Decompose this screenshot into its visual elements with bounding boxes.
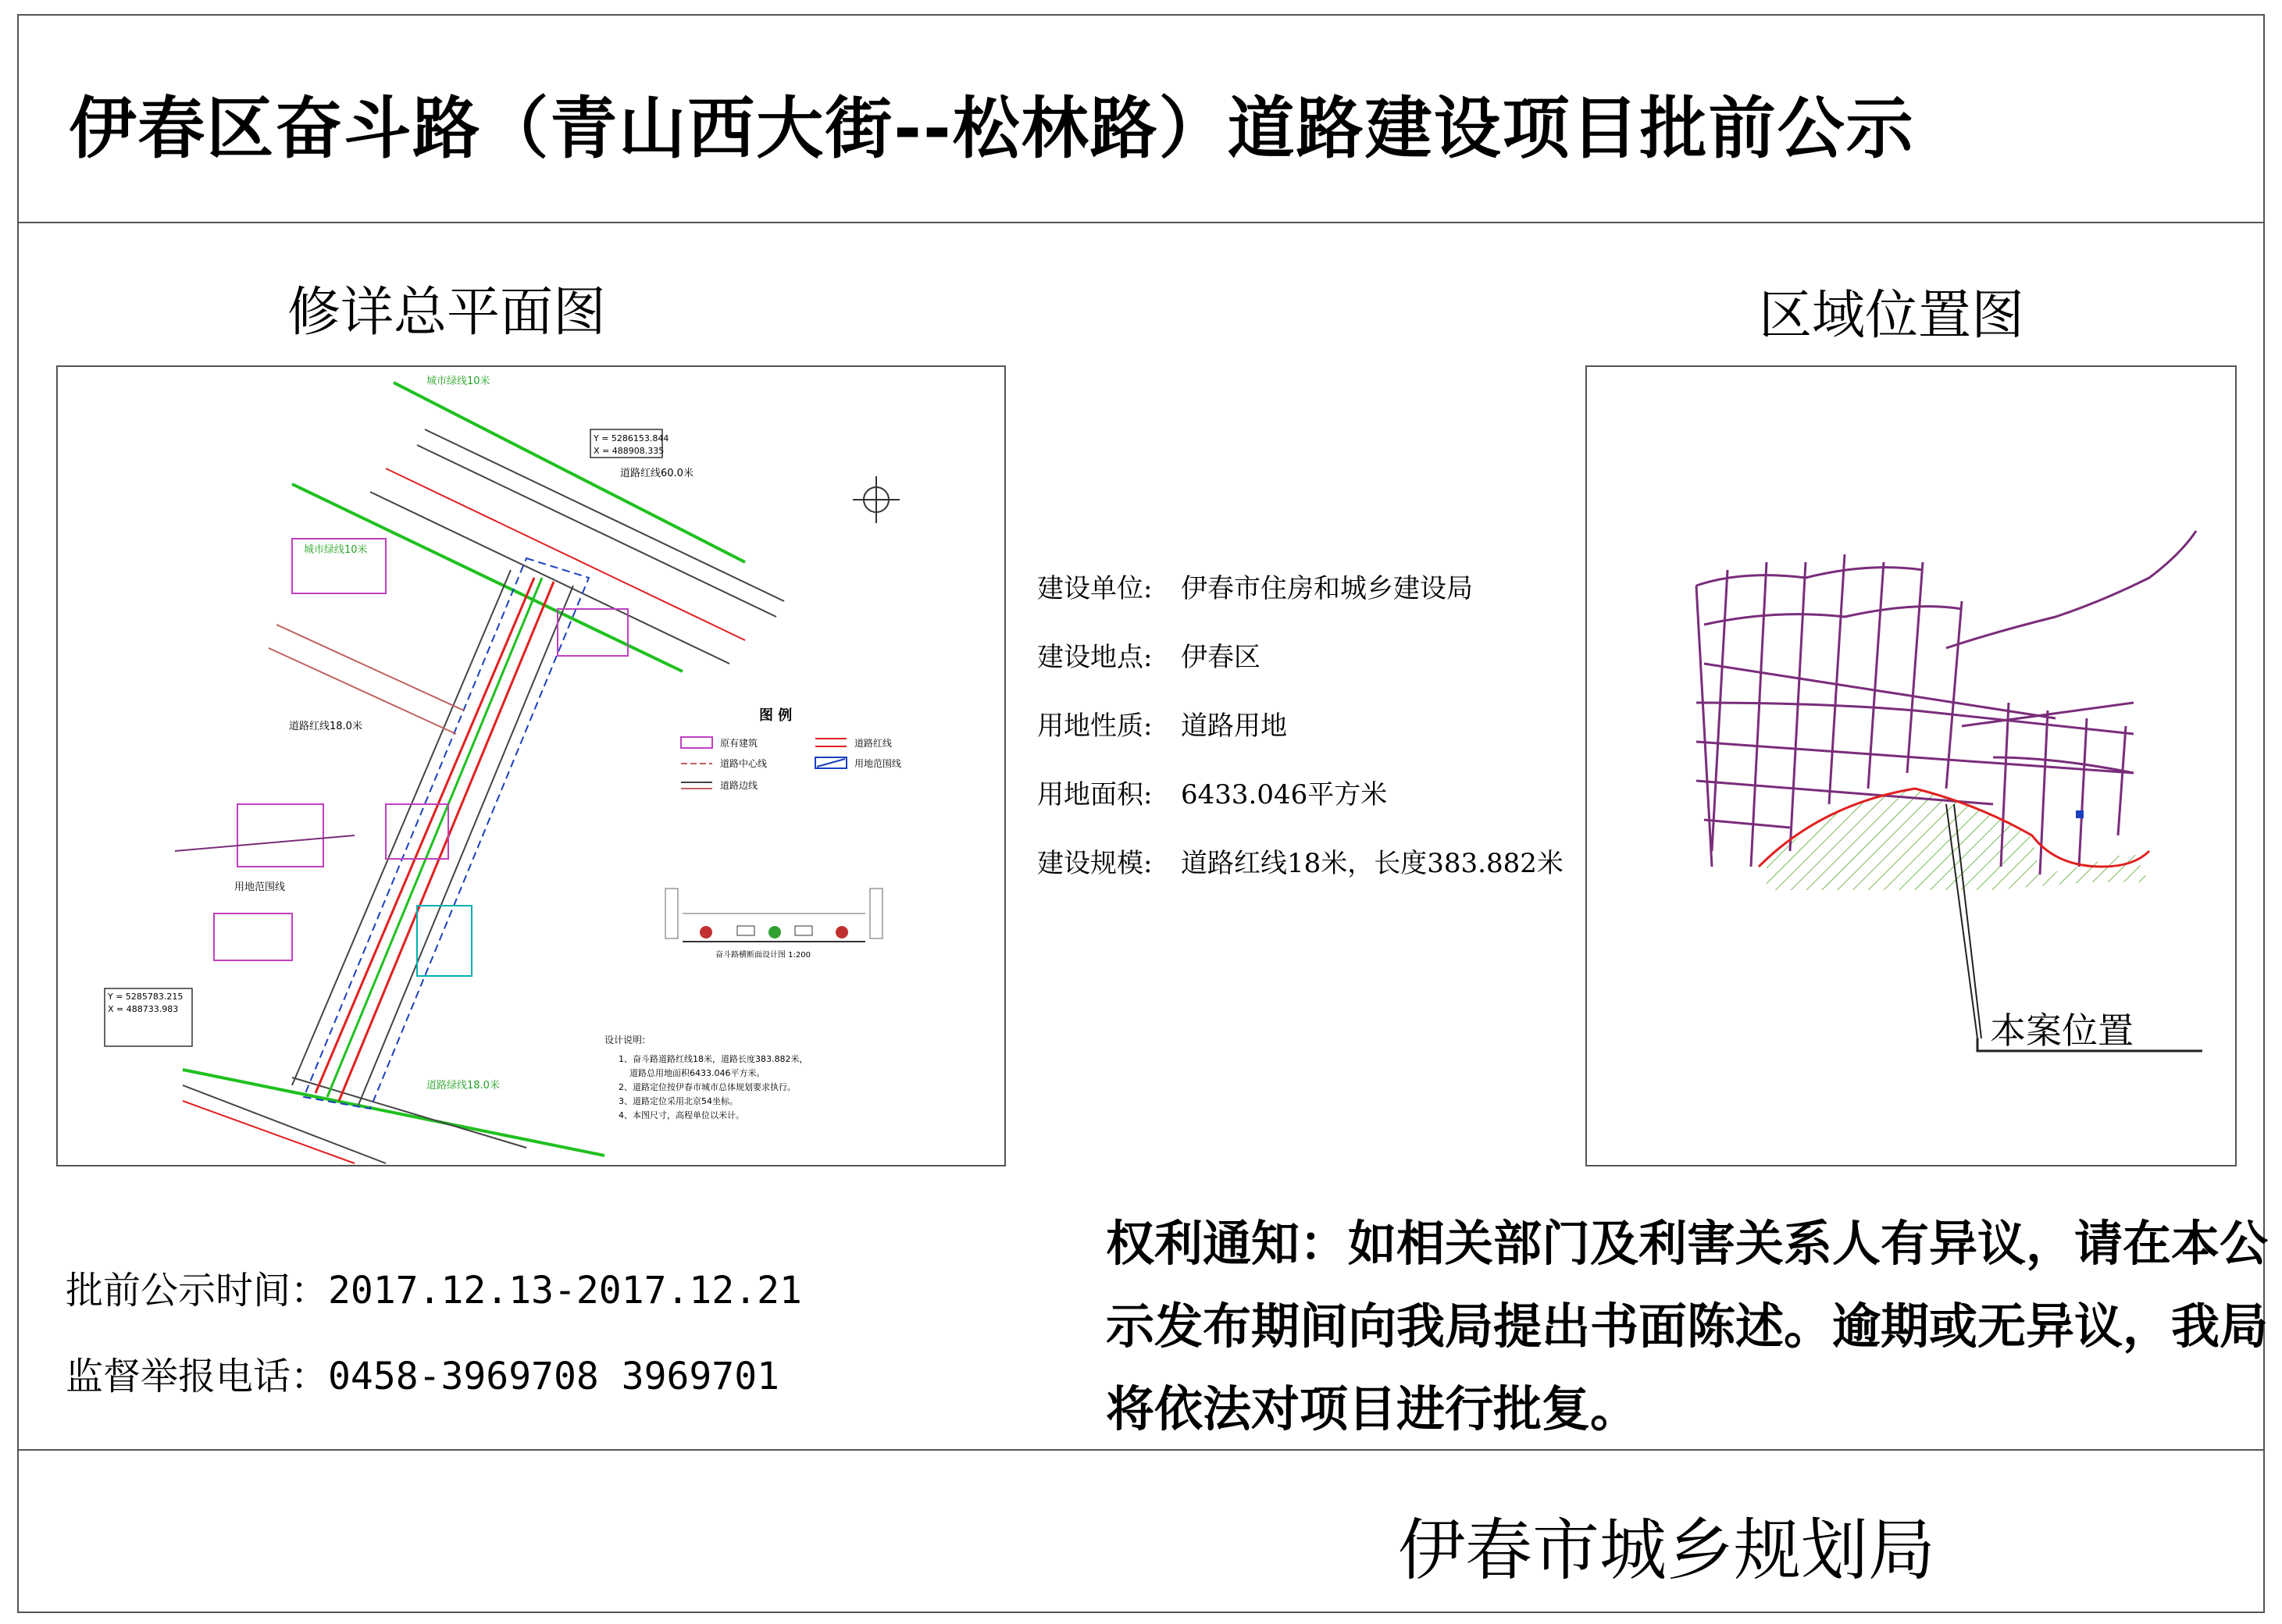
coord-top-x: X = 488908.335	[594, 446, 665, 456]
info-key: 建设单位:	[1037, 573, 1153, 604]
report-phone-label: 监督举报电话：	[66, 1355, 329, 1398]
publicity-period-value: 2017.12.13-2017.12.21	[328, 1269, 802, 1312]
legend-title: 图 例	[759, 707, 793, 724]
publicity-period	[66, 1260, 802, 1314]
label-red-line-top: 道路红线60.0米	[620, 468, 694, 479]
notes-line-2: 道路总用地面积6433.046平方米。	[629, 1068, 765, 1078]
label-bottom-green: 道路绿线18.0米	[426, 1080, 500, 1092]
info-row-scale	[1037, 842, 1564, 910]
label-land-use-line: 用地范围线	[234, 881, 286, 893]
report-phone-value: 0458-3969708 3969701	[328, 1355, 779, 1398]
coord-bottom-y: Y = 5285783.215	[108, 992, 184, 1002]
rights-notice: 权利通知：如相关部门及利害关系人有异议，请在本公示发布期间向我局提出书面陈述。逾期或无异议，我局将依法对项目进行批复。	[1106, 1215, 2269, 1437]
coord-top-y: Y = 5286153.844	[594, 433, 669, 443]
project-location-marker	[2076, 810, 2084, 818]
location-map-heading: 区域位置图	[1759, 285, 2025, 347]
publicity-period-label: 批前公示时间：	[66, 1269, 329, 1312]
info-row-builder	[1037, 567, 1564, 636]
legend-item-road-edge: 道路边线	[720, 780, 758, 791]
site-plan-drawing	[56, 365, 1006, 1166]
report-phone	[66, 1346, 779, 1400]
coord-bottom-x: X = 488733.983	[108, 1004, 179, 1014]
info-value: 6433.046平方米	[1181, 779, 1388, 810]
label-mid-green: 城市绿线10米	[304, 544, 368, 556]
notes-line-4: 3、道路定位采用北京54坐标。	[619, 1096, 738, 1106]
info-value: 伊春区	[1181, 642, 1260, 673]
info-row-area	[1037, 773, 1564, 842]
section-caption: 奋斗路横断面设计图 1:200	[715, 951, 811, 960]
info-key: 用地面积:	[1037, 779, 1153, 810]
notes-line-1: 1、奋斗路道路红线18米，道路长度383.882米，	[619, 1054, 808, 1064]
info-value: 伊春市住房和城乡建设局	[1181, 573, 1473, 604]
page-title: 伊春区奋斗路（青山西大街--松林路）道路建设项目批前公示	[69, 90, 1915, 168]
notes-line-3: 2、道路定位按伊春市城市总体规划要求执行。	[619, 1082, 796, 1092]
project-info	[1037, 567, 1564, 910]
label-red-line-mid: 道路红线18.0米	[289, 721, 362, 732]
info-row-location	[1037, 636, 1564, 704]
legend-item-red-line: 道路红线	[854, 738, 893, 749]
title-divider	[17, 222, 2265, 223]
notes-line-5: 4、本图尺寸，高程单位以米计。	[619, 1110, 744, 1120]
location-map-svg	[1587, 367, 2235, 1165]
legend-item-land-use: 用地范围线	[854, 758, 902, 769]
legend-item-centerline: 道路中心线	[720, 758, 768, 769]
label-top-green: 城市绿线10米	[426, 376, 490, 387]
site-plan-heading: 修详总平面图	[287, 282, 607, 344]
issuing-authority: 伊春市城乡规划局	[1398, 1512, 1935, 1590]
info-key: 用地性质:	[1037, 710, 1153, 742]
legend-item-building: 原有建筑	[720, 738, 758, 749]
info-key: 建设地点:	[1037, 642, 1153, 673]
project-location-label: 本案位置	[1990, 1010, 2134, 1052]
info-key: 建设规模:	[1037, 848, 1153, 879]
site-plan-svg	[58, 367, 1004, 1165]
info-value: 道路红线18米，长度383.882米	[1181, 848, 1564, 879]
info-row-land-use	[1037, 704, 1564, 773]
notes-title: 设计说明:	[604, 1035, 646, 1045]
location-map	[1585, 365, 2237, 1166]
info-value: 道路用地	[1181, 710, 1287, 742]
